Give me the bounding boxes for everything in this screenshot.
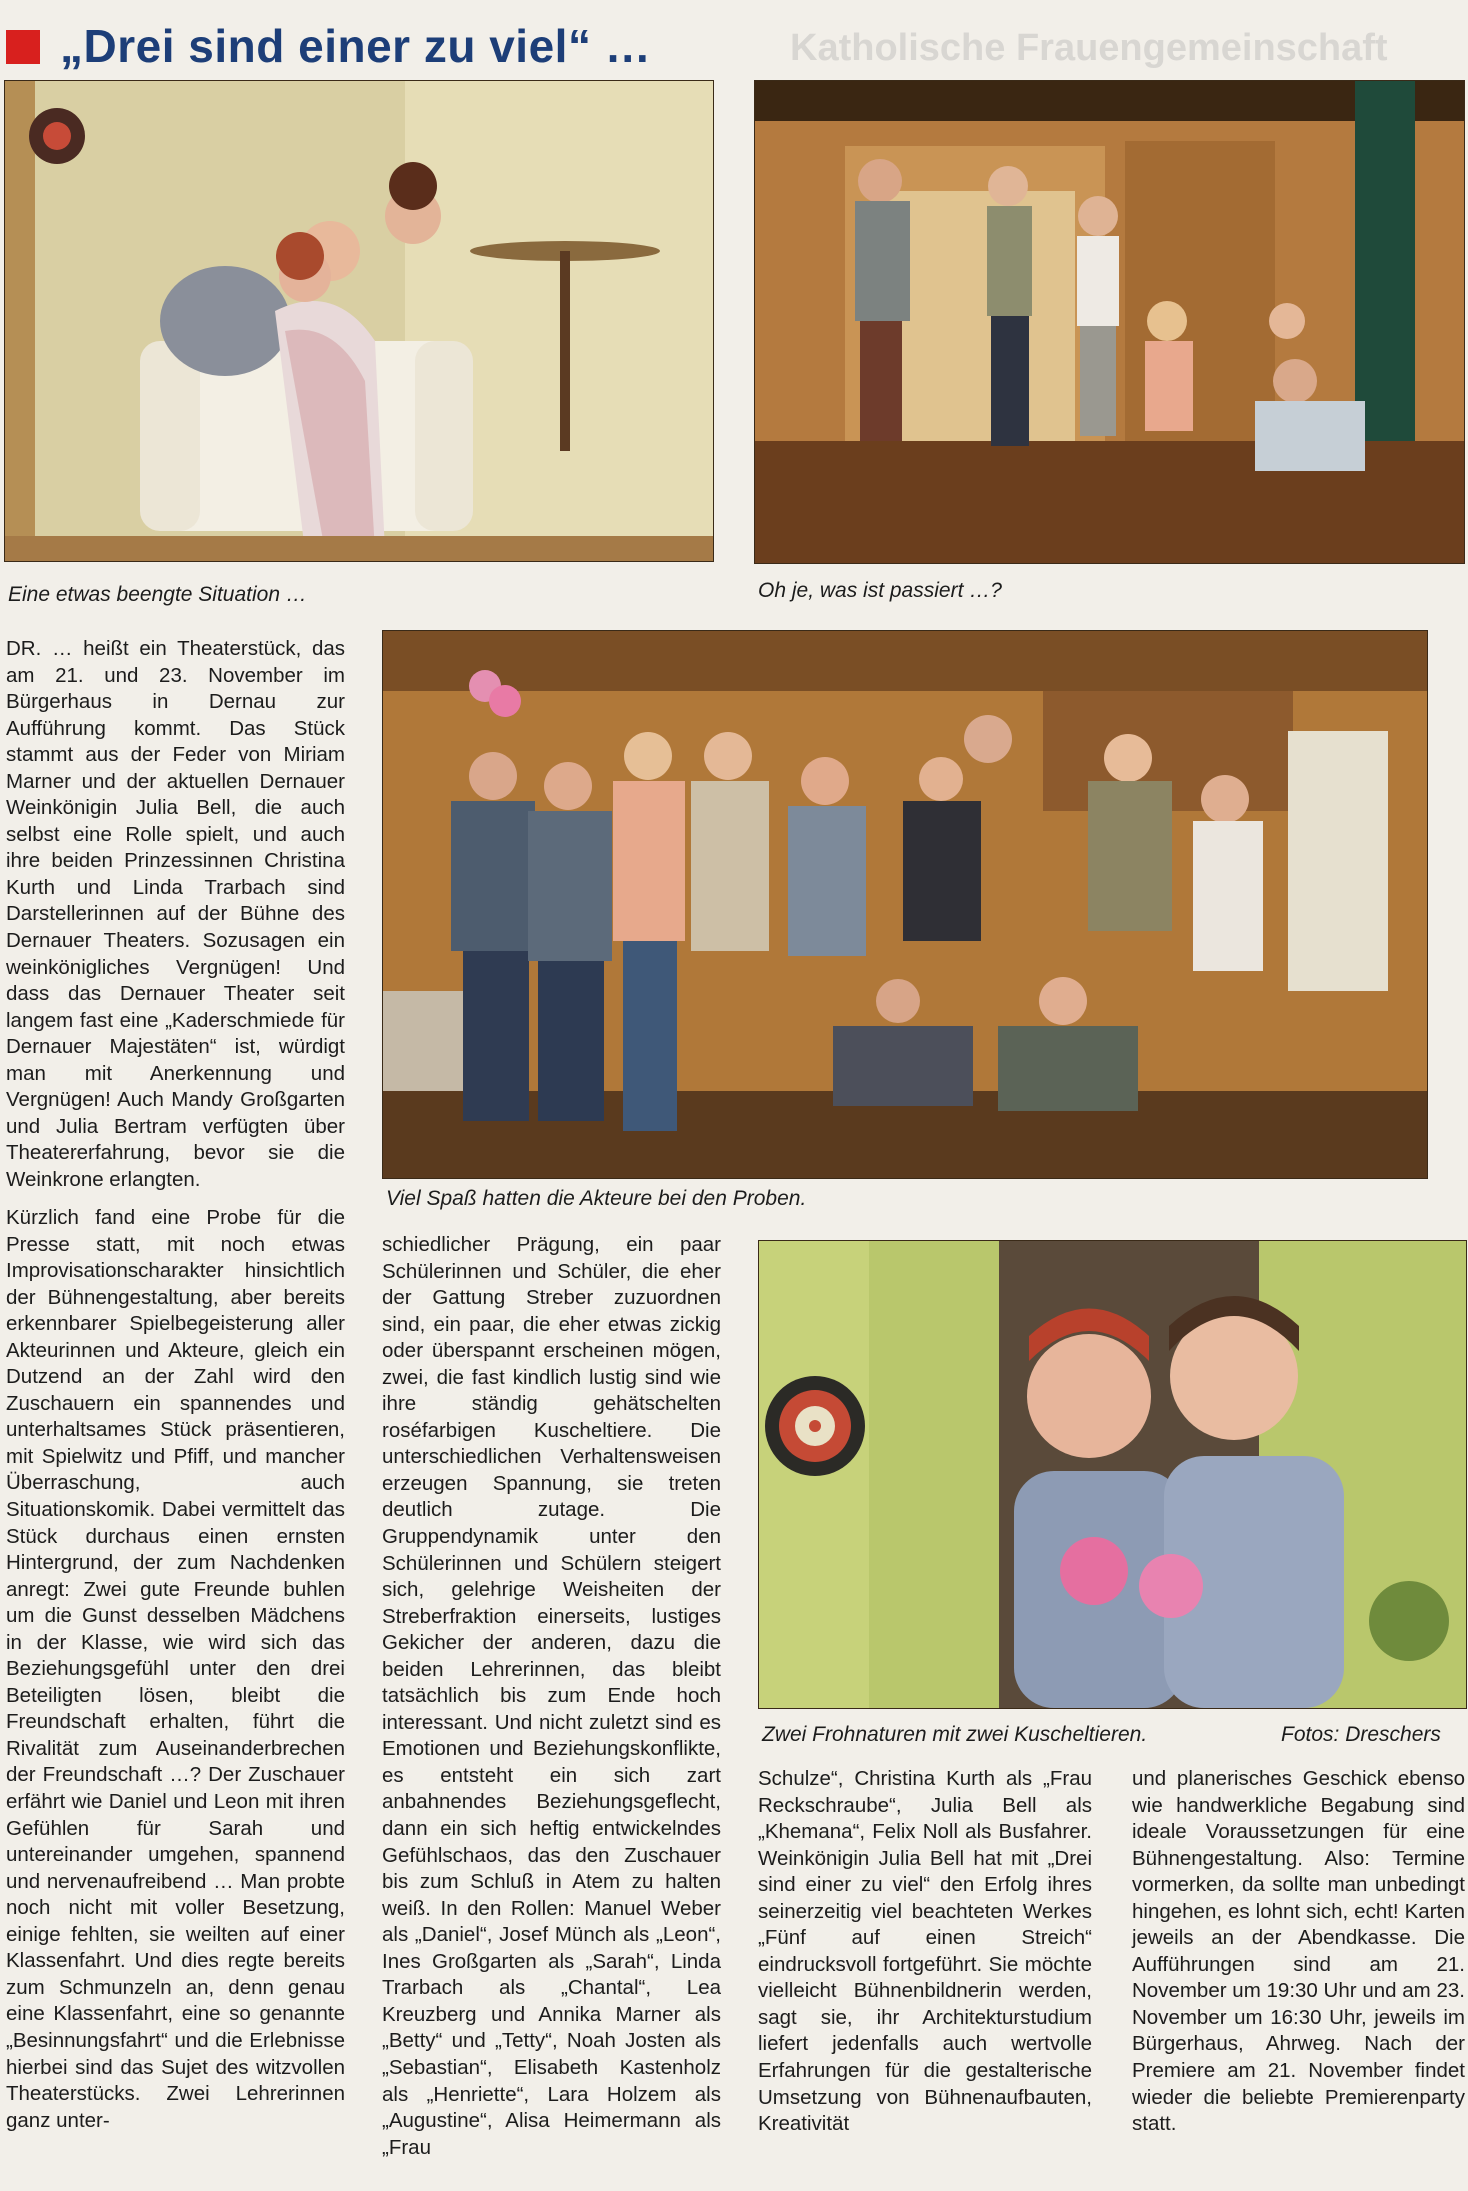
caption-sofa-scene: Eine etwas beengte Situation …	[8, 583, 307, 606]
headline-bar	[0, 0, 1468, 80]
duo-scene-image	[759, 1241, 1466, 1708]
caption-duo-scene: Zwei Frohnaturen mit zwei Kuscheltieren.	[762, 1723, 1148, 1746]
caption-group-scene: Viel Spaß hatten die Akteure bei den Proben.	[386, 1187, 807, 1210]
article-col4: und planerisches Geschick ebenso wie handwerkliche Begabung sind ideale Voraussetzungen für eine Bühnengestaltung. Also: Termine vormerken, da sollte man unbedingt hingehen, es lohnt sich, echt! Karten jeweils an der Abendkasse. Die Aufführungen sind am 21. November um 19:30 Uhr und am 23. November um 16:30 Uhr, jeweils im Bürgerhaus, Ahrweg. Nach der Premiere am 21. November findet wieder die beliebte Premierenparty statt.	[1132, 1767, 1465, 2136]
faint-adjacent-heading: Katholische Frauengemeinschaft	[790, 27, 1388, 69]
headline: „Drei sind einer zu viel“ …	[60, 20, 652, 72]
group-scene-image	[383, 631, 1427, 1178]
photo-group-scene	[382, 630, 1428, 1179]
plush-toy-icon	[1060, 1537, 1128, 1605]
article-col1-bottom: Kürzlich fand eine Probe für die Presse statt, mit noch etwas Improvisationscharakter hinsichtlich der Bühnengestaltung, aber bereits erkennbarer Spielbegeisterung aller Akteurinnen und Akteure, gleich ein Dutzend an der Zahl wird den Zuschauern ein spannendes und unterhaltsames Stück präsentieren, mit Spielwitz und Pfiff, und mancher Überraschung, auch Situationskomik. Dabei vermittelt das Stück durchaus einen ernsten Hintergrund, der zum Nachdenken anregt: Zwei gute Freunde buhlen um die Gunst desselben Mädchens in der Klasse, wie wird sich das Beziehungsgefühl unter den drei Beteiligten lösen, bleibt die Freundschaft erhalten, führt die Rivalität zum Auseinanderbrechen der Freundschaft …? Der Zuschauer erfährt wie Daniel und Leon mit ihren Gefühlen für Sarah und untereinander umgehen, spannend und nervenaufreibend … Man probte noch nicht mit voller Besetzung, einige fehlten, sie weilten auf einer Klassenfahrt. Und dies regte bereits zum Schmunzeln an, denn genau eine Klassenfahrt, eine so genannte „Besinnungsfahrt“ und die Erlebnisse hierbei sind das Sujet des witzvollen Theaterstücks. Zwei Lehrerinnen ganz unter-	[6, 1206, 345, 2132]
article-col3: Schulze“, Christina Kurth als „Frau Reckschraube“, Julia Bell als „Khemana“, Felix Noll als Busfahrer. Weinkönigin Julia Bell hat mit „Drei sind einer zu viel“ den Erfolg ihres seinerzeitig viel beachteten Werkes „Fünf auf einen Streich“ eindrucksvoll fortgeführt. Sie möchte vielleicht Bühnenbildnerin werden, sagt sie, ihr Architekturstudium liefert jedenfalls auch wertvolle Erfahrungen für die gestalterische Umsetzung von Bühnenaufbauten, Kreativität	[758, 1767, 1092, 2136]
section-marker-square	[6, 30, 40, 64]
photo-stage-scene	[754, 80, 1465, 564]
caption-stage-scene: Oh je, was ist passiert …?	[758, 579, 1002, 602]
sofa-scene-image	[5, 81, 713, 561]
stage-scene-image	[755, 81, 1464, 563]
photo-sofa-scene	[4, 80, 714, 562]
photo-credit: Fotos: Dreschers	[1281, 1723, 1441, 1746]
article-col2: schiedlicher Prägung, ein paar Schülerinnen und Schüler, die eher der Gattung Streber zuzuordnen sind, ein paar, die eher etwas zickig oder überspannt erscheinen mögen, zwei, die fast kindlich lustig sind wie ihre ständig gehätschelten roséfarbigen Kuscheltiere. Die unterschiedlichen Verhaltensweisen erzeugen Spannung, sie treten deutlich zutage. Die Gruppendynamik unter den Schülerinnen und Schülern steigert sich, gelehrige Weisheiten der Streberfraktion einerseits, lustiges Gekicher der anderen, dazu die beiden Lehrerinnen, das bleibt tatsächlich bis zum Ende hoch interessant. Und nicht zuletzt sind es Emotionen und Beziehungskonflikte, es entsteht ein sich zart anbahnendes Beziehungsgeflecht, dann ein sich heftig entwickelndes Gefühlschaos, das den Zuschauer bis zum Schluß in Atem zu halten weiß. In den Rollen: Manuel Weber als „Daniel“, Josef Münch als „Leon“, Ines Großgarten als „Sarah“, Linda Trarbach als „Chantal“, Lea Kreuzberg und Annika Marner als „Betty“ und „Tetty“, Noah Josten als „Sebastian“, Elisabeth Kastenholz als „Henriette“, Lara Holzem als „Augustine“, Alisa Heimermann als „Frau	[382, 1233, 721, 2159]
article-col1-top: DR. … heißt ein Theaterstück, das am 21. und 23. November im Bürgerhaus in Dernau zur Aufführung kommt. Das Stück stammt aus der Feder von Miriam Marner und der aktuellen Dernauer Weinkönigin Julia Bell, die auch selbst eine Rolle spielt, und auch ihre beiden Prinzessinnen Christina Kurth und Linda Trarbach sind Darstellerinnen auf der Bühne des Dernauer Theaters. Sozusagen ein weinkönigliches Vergnügen! Und dass das Dernauer Theater seit langem fast eine „Kaderschmiede für Dernauer Majestäten“ ist, würdigt man mit Anerkennung und Vergnügen! Auch Mandy Großgarten und Julia Bertram verfügten über Theatererfahrung, bevor sie die Weinkrone erlangten.	[6, 637, 345, 1191]
photo-duo-scene	[758, 1240, 1467, 1709]
